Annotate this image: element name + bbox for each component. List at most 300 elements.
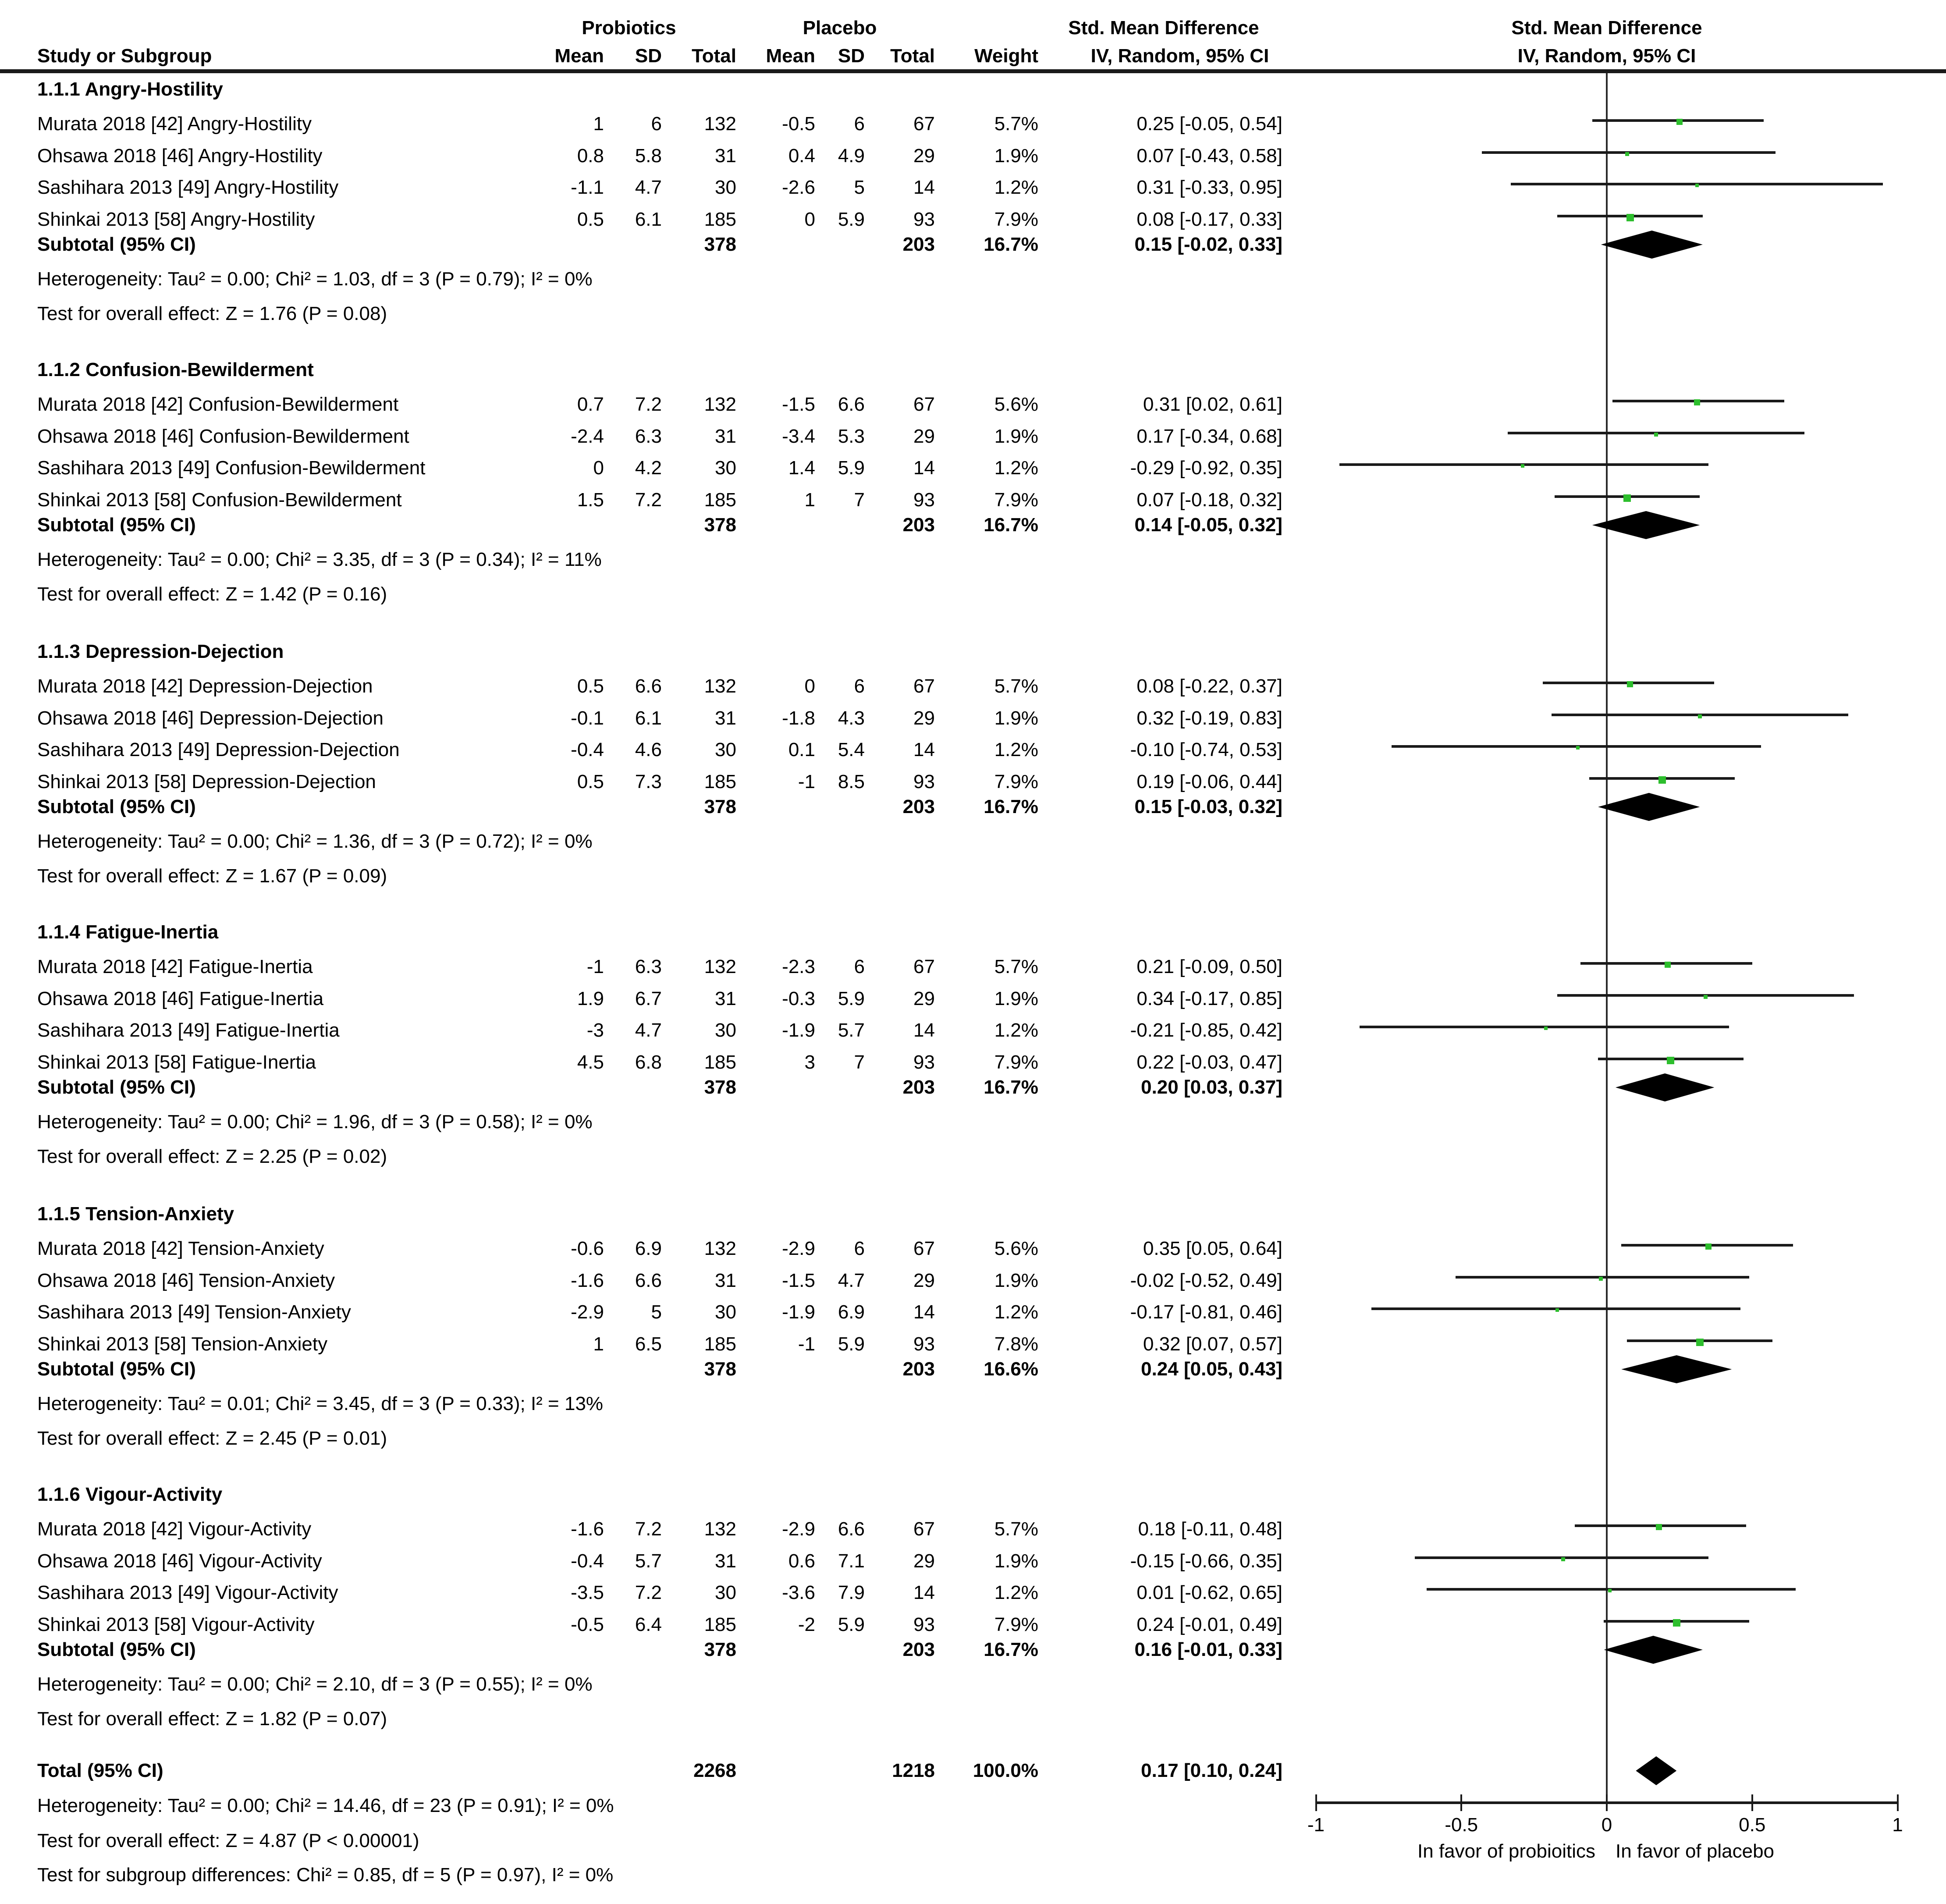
cell-total-placebo: 203 [902,1639,935,1660]
cell-weight: 1.2% [994,739,1038,760]
cell-mean-placebo: 0.6 [788,1550,815,1572]
cell-ci-text: 0.18 [-0.11, 0.48] [1138,1518,1282,1540]
cell-total-placebo: 93 [913,1051,935,1073]
cell-total-probiotics: 132 [704,394,736,415]
subtotal-row-label: Subtotal (95% CI) [37,796,196,817]
section-heading: 1.1.1 Angry-Hostility [37,78,223,100]
cell-mean-placebo: 0.1 [788,739,815,760]
study-row-label: Shinkai 2013 [58] Fatigue-Inertia [37,1051,316,1073]
cell-mean-probiotics: 0.7 [577,394,604,415]
study-row-label: Ohsawa 2018 [46] Vigour-Activity [37,1550,322,1572]
study-row-label: Murata 2018 [42] Confusion-Bewilderment [37,394,399,415]
cell-mean-placebo: -3.4 [782,426,815,447]
cell-mean-placebo: -1 [798,771,815,792]
cell-total-placebo: 67 [913,675,935,697]
cell-total-placebo: 203 [902,234,935,255]
cell-weight: 5.7% [994,1518,1038,1540]
cell-sd-placebo: 4.3 [838,707,865,729]
cell-ci-text: -0.15 [-0.66, 0.35] [1130,1550,1282,1572]
cell-total-probiotics: 30 [715,1019,736,1041]
cell-ci-text: 0.24 [0.05, 0.43] [1141,1358,1282,1380]
cell-mean-placebo: -0.5 [782,113,815,135]
study-row-label: Murata 2018 [42] Depression-Dejection [37,675,373,697]
cell-ci-text: 0.07 [-0.43, 0.58] [1136,145,1282,167]
cell-sd-placebo: 6 [854,675,865,697]
cell-total-placebo: 203 [902,514,935,536]
cell-mean-probiotics: -0.6 [571,1238,604,1259]
cell-sd-placebo: 5.9 [838,988,865,1009]
cell-mean-probiotics: 0.5 [577,771,604,792]
cell-total-probiotics: 132 [704,113,736,135]
section-heading: 1.1.6 Vigour-Activity [37,1484,223,1505]
cell-mean-probiotics: 1 [593,1333,604,1355]
cell-sd-probiotics: 4.2 [635,457,662,479]
cell-total-probiotics: 185 [704,1333,736,1355]
cell-weight: 7.9% [994,771,1038,792]
cell-total-placebo: 1218 [892,1760,935,1781]
cell-total-placebo: 14 [913,457,935,479]
cell-ci-text: 0.01 [-0.62, 0.65] [1136,1582,1282,1603]
overall-effect-text: Test for overall effect: Z = 2.25 (P = 0.02) [37,1146,387,1167]
cell-weight: 7.9% [994,1614,1038,1635]
cell-total-probiotics: 31 [715,145,736,167]
cell-total-probiotics: 185 [704,1614,736,1635]
axis-tick-label: -0.5 [1445,1814,1478,1836]
study-row-label: Shinkai 2013 [58] Vigour-Activity [37,1614,315,1635]
cell-mean-placebo: 0 [804,675,815,697]
cell-mean-placebo: -2.3 [782,956,815,977]
effect-marker [1695,184,1699,187]
cell-ci-text: 0.17 [0.10, 0.24] [1141,1760,1282,1781]
heterogeneity-text: Heterogeneity: Tau² = 0.00; Chi² = 3.35, df = 3 (P = 0.34); I² = 11% [37,549,602,570]
cell-sd-placebo: 7 [854,489,865,511]
cell-total-probiotics: 378 [704,1639,736,1660]
cell-mean-placebo: -2.6 [782,177,815,198]
cell-mean-placebo: -1.5 [782,394,815,415]
cell-mean-placebo: 1 [804,489,815,511]
axis-tick [1751,1794,1753,1811]
cell-total-probiotics: 30 [715,457,736,479]
subgroup-differences-text: Test for subgroup differences: Chi² = 0.85, df = 5 (P = 0.97), I² = 0% [37,1864,614,1886]
axis-tick-label: -1 [1307,1814,1325,1836]
study-row-label: Shinkai 2013 [58] Confusion-Bewilderment [37,489,402,511]
cell-sd-placebo: 7.9 [838,1582,865,1603]
effect-marker [1656,1524,1662,1530]
subtotal-row-label: Subtotal (95% CI) [37,514,196,536]
cell-sd-placebo: 8.5 [838,771,865,792]
cell-mean-placebo: -3.6 [782,1582,815,1603]
cell-total-placebo: 29 [913,426,935,447]
cell-total-placebo: 93 [913,1614,935,1635]
cell-sd-placebo: 5.4 [838,739,865,760]
cell-ci-text: 0.32 [0.07, 0.57] [1143,1333,1282,1355]
study-row-label: Ohsawa 2018 [46] Tension-Anxiety [37,1270,335,1291]
cell-weight: 5.6% [994,394,1038,415]
cell-sd-placebo: 4.7 [838,1270,865,1291]
cell-total-probiotics: 132 [704,1518,736,1540]
overall-effect-text: Test for overall effect: Z = 1.42 (P = 0.16) [37,583,387,605]
pooled-diamond [1621,1355,1732,1383]
sd-placebo-header: SD [838,45,865,67]
cell-total-placebo: 93 [913,1333,935,1355]
heterogeneity-text: Heterogeneity: Tau² = 0.00; Chi² = 1.03, df = 3 (P = 0.79); I² = 0% [37,268,593,290]
cell-sd-probiotics: 6.1 [635,209,662,230]
cell-mean-placebo: -1.9 [782,1301,815,1323]
cell-total-probiotics: 185 [704,209,736,230]
effect-marker [1698,714,1702,718]
cell-sd-placebo: 5.7 [838,1019,865,1041]
cell-total-probiotics: 30 [715,177,736,198]
cell-mean-placebo: 3 [804,1051,815,1073]
cell-ci-text: 0.25 [-0.05, 0.54] [1136,113,1282,135]
study-row-label: Shinkai 2013 [58] Angry-Hostility [37,209,315,230]
axis-tick [1606,1794,1608,1811]
cell-mean-probiotics: -0.1 [571,707,604,729]
smd-header-right: Std. Mean Difference [1511,17,1702,39]
cell-weight: 5.6% [994,1238,1038,1259]
cell-total-probiotics: 378 [704,514,736,536]
cell-mean-probiotics: -2.9 [571,1301,604,1323]
cell-sd-placebo: 5.9 [838,1614,865,1635]
cell-sd-placebo: 6 [854,1238,865,1259]
study-row-label: Murata 2018 [42] Angry-Hostility [37,113,312,135]
study-row-label: Shinkai 2013 [58] Depression-Dejection [37,771,376,792]
overall-effect-text: Test for overall effect: Z = 1.82 (P = 0.07) [37,1708,387,1730]
cell-total-placebo: 203 [902,1076,935,1098]
cell-total-placebo: 67 [913,1518,935,1540]
cell-weight: 1.9% [994,1270,1038,1291]
pooled-diamond [1604,1636,1703,1664]
cell-sd-probiotics: 6.6 [635,675,662,697]
cell-mean-placebo: -0.3 [782,988,815,1009]
effect-marker [1521,464,1524,468]
cell-ci-text: 0.31 [0.02, 0.61] [1143,394,1282,415]
cell-sd-placebo: 6.9 [838,1301,865,1323]
cell-mean-placebo: -1.8 [782,707,815,729]
cell-weight: 1.9% [994,988,1038,1009]
cell-ci-text: 0.24 [-0.01, 0.49] [1136,1614,1282,1635]
axis-tick [1897,1794,1899,1811]
effect-marker [1627,681,1633,687]
heterogeneity-text: Heterogeneity: Tau² = 0.00; Chi² = 1.96, df = 3 (P = 0.58); I² = 0% [37,1111,593,1133]
axis-tick [1460,1794,1462,1811]
cell-sd-placebo: 5.9 [838,457,865,479]
cell-sd-probiotics: 6.4 [635,1614,662,1635]
cell-sd-probiotics: 6.8 [635,1051,662,1073]
effect-marker [1623,494,1631,502]
cell-total-probiotics: 30 [715,1582,736,1603]
effect-marker [1654,433,1658,437]
cell-total-placebo: 93 [913,771,935,792]
study-row-label: Murata 2018 [42] Vigour-Activity [37,1518,312,1540]
sd-probiotics-header: SD [635,45,662,67]
cell-mean-placebo: -1 [798,1333,815,1355]
cell-weight: 1.2% [994,177,1038,198]
cell-weight: 7.9% [994,209,1038,230]
cell-total-placebo: 29 [913,1550,935,1572]
section-heading: 1.1.2 Confusion-Bewilderment [37,359,314,380]
zero-reference-line [1606,73,1608,1802]
pooled-diamond [1598,793,1700,821]
cell-ci-text: -0.29 [-0.92, 0.35] [1130,457,1282,479]
section-heading: 1.1.5 Tension-Anxiety [37,1203,234,1225]
axis-label-favor-probiotics: In favor of probioitics [1417,1840,1595,1862]
cell-ci-text: 0.31 [-0.33, 0.95] [1136,177,1282,198]
cell-ci-text: 0.14 [-0.05, 0.32] [1134,514,1282,536]
cell-total-placebo: 29 [913,145,935,167]
effect-marker [1599,1277,1603,1281]
cell-weight: 16.7% [984,234,1038,255]
mean-probiotics-header: Mean [554,45,604,67]
cell-sd-placebo: 5 [854,177,865,198]
cell-weight: 16.7% [984,514,1038,536]
cell-weight: 100.0% [973,1760,1038,1781]
iv-method-header-left: IV, Random, 95% CI [1090,45,1269,67]
cell-ci-text: 0.17 [-0.34, 0.68] [1136,426,1282,447]
cell-sd-probiotics: 4.7 [635,177,662,198]
section-heading: 1.1.4 Fatigue-Inertia [37,921,219,943]
cell-ci-text: 0.15 [-0.02, 0.33] [1134,234,1282,255]
axis-tick-label: 0.5 [1739,1814,1766,1836]
cell-total-placebo: 67 [913,956,935,977]
cell-sd-probiotics: 4.6 [635,739,662,760]
axis-label-favor-placebo: In favor of placebo [1616,1840,1775,1862]
cell-ci-text: 0.20 [0.03, 0.37] [1141,1076,1282,1098]
effect-marker [1676,119,1683,125]
heterogeneity-text: Heterogeneity: Tau² = 0.00; Chi² = 1.36, df = 3 (P = 0.72); I² = 0% [37,831,593,852]
effect-marker [1667,1057,1674,1064]
total-overall-effect-text: Test for overall effect: Z = 4.87 (P < 0.00001) [37,1830,419,1851]
cell-sd-probiotics: 6.5 [635,1333,662,1355]
effect-marker [1696,1339,1704,1346]
cell-total-placebo: 203 [902,796,935,817]
cell-mean-probiotics: 0 [593,457,604,479]
study-row-label: Sashihara 2013 [49] Depression-Dejection [37,739,400,760]
cell-sd-probiotics: 6.3 [635,426,662,447]
cell-mean-probiotics: 1 [593,113,604,135]
study-column-header: Study or Subgroup [37,45,212,67]
subtotal-row-label: Subtotal (95% CI) [37,1639,196,1660]
effect-marker [1625,152,1629,156]
cell-weight: 7.9% [994,1051,1038,1073]
cell-sd-probiotics: 6.1 [635,707,662,729]
cell-mean-probiotics: -3.5 [571,1582,604,1603]
cell-total-probiotics: 378 [704,1076,736,1098]
cell-mean-probiotics: 0.5 [577,675,604,697]
probiotics-group-header: Probiotics [582,17,676,39]
cell-total-probiotics: 31 [715,988,736,1009]
effect-marker [1576,746,1580,750]
cell-total-probiotics: 132 [704,956,736,977]
study-row-label: Sashihara 2013 [49] Tension-Anxiety [37,1301,351,1323]
effect-marker [1705,1243,1712,1250]
cell-ci-text: 0.16 [-0.01, 0.33] [1134,1639,1282,1660]
cell-total-placebo: 14 [913,1301,935,1323]
cell-weight: 1.9% [994,426,1038,447]
cell-mean-placebo: -2.9 [782,1238,815,1259]
cell-sd-probiotics: 6 [651,113,662,135]
cell-total-probiotics: 185 [704,771,736,792]
study-row-label: Sashihara 2013 [49] Fatigue-Inertia [37,1019,340,1041]
study-row-label: Sashihara 2013 [49] Vigour-Activity [37,1582,338,1603]
cell-total-placebo: 29 [913,707,935,729]
cell-ci-text: 0.34 [-0.17, 0.85] [1136,988,1282,1009]
study-row-label: Shinkai 2013 [58] Tension-Anxiety [37,1333,328,1355]
cell-sd-probiotics: 5.8 [635,145,662,167]
cell-ci-text: 0.21 [-0.09, 0.50] [1136,956,1282,977]
cell-total-placebo: 67 [913,1238,935,1259]
cell-ci-text: -0.17 [-0.81, 0.46] [1130,1301,1282,1323]
cell-ci-text: 0.07 [-0.18, 0.32] [1136,489,1282,511]
study-row-label: Ohsawa 2018 [46] Angry-Hostility [37,145,323,167]
cell-ci-text: 0.08 [-0.22, 0.37] [1136,675,1282,697]
cell-weight: 16.6% [984,1358,1038,1380]
section-heading: 1.1.3 Depression-Dejection [37,641,284,662]
total-placebo-header: Total [890,45,935,67]
cell-total-probiotics: 31 [715,426,736,447]
cell-weight: 1.2% [994,457,1038,479]
effect-marker [1608,1589,1612,1592]
iv-method-header-right: IV, Random, 95% CI [1517,45,1696,67]
cell-weight: 16.7% [984,1076,1038,1098]
effect-marker [1673,1619,1680,1627]
cell-total-placebo: 67 [913,394,935,415]
cell-ci-text: 0.35 [0.05, 0.64] [1143,1238,1282,1259]
study-row-label: Sashihara 2013 [49] Angry-Hostility [37,177,339,198]
cell-sd-probiotics: 6.6 [635,1270,662,1291]
cell-weight: 16.7% [984,1639,1038,1660]
cell-weight: 1.2% [994,1301,1038,1323]
cell-total-probiotics: 378 [704,796,736,817]
cell-total-placebo: 14 [913,739,935,760]
heterogeneity-text: Heterogeneity: Tau² = 0.00; Chi² = 2.10, df = 3 (P = 0.55); I² = 0% [37,1673,593,1695]
cell-sd-placebo: 6 [854,956,865,977]
cell-sd-placebo: 7 [854,1051,865,1073]
cell-ci-text: 0.15 [-0.03, 0.32] [1134,796,1282,817]
cell-total-placebo: 14 [913,177,935,198]
cell-sd-probiotics: 6.9 [635,1238,662,1259]
cell-sd-probiotics: 5.7 [635,1550,662,1572]
cell-total-placebo: 29 [913,988,935,1009]
heterogeneity-text: Heterogeneity: Tau² = 0.01; Chi² = 3.45, df = 3 (P = 0.33); I² = 13% [37,1393,604,1414]
cell-mean-placebo: 0.4 [788,145,815,167]
cell-total-probiotics: 31 [715,707,736,729]
cell-mean-placebo: -2 [798,1614,815,1635]
cell-total-placebo: 67 [913,113,935,135]
cell-sd-placebo: 5.3 [838,426,865,447]
cell-total-placebo: 29 [913,1270,935,1291]
cell-weight: 1.9% [994,145,1038,167]
cell-total-probiotics: 31 [715,1270,736,1291]
cell-mean-placebo: 1.4 [788,457,815,479]
cell-weight: 1.9% [994,707,1038,729]
overall-effect-text: Test for overall effect: Z = 1.67 (P = 0.09) [37,865,387,887]
pooled-diamond [1616,1073,1715,1101]
cell-total-probiotics: 30 [715,739,736,760]
cell-sd-probiotics: 7.2 [635,1518,662,1540]
cell-sd-placebo: 4.9 [838,145,865,167]
header-rule [0,69,1946,73]
mean-placebo-header: Mean [766,45,815,67]
study-row-label: Murata 2018 [42] Tension-Anxiety [37,1238,324,1259]
cell-mean-placebo: 0 [804,209,815,230]
cell-total-placebo: 14 [913,1582,935,1603]
cell-weight: 16.7% [984,796,1038,817]
cell-ci-text: -0.10 [-0.74, 0.53] [1130,739,1282,760]
subtotal-row-label: Subtotal (95% CI) [37,1076,196,1098]
pooled-diamond [1636,1756,1676,1785]
total-probiotics-header: Total [692,45,736,67]
cell-ci-text: 0.32 [-0.19, 0.83] [1136,707,1282,729]
cell-mean-probiotics: 0.5 [577,209,604,230]
cell-weight: 1.2% [994,1582,1038,1603]
subtotal-row-label: Subtotal (95% CI) [37,1358,196,1380]
total-heterogeneity-text: Heterogeneity: Tau² = 0.00; Chi² = 14.46, df = 23 (P = 0.91); I² = 0% [37,1795,614,1816]
cell-sd-probiotics: 6.3 [635,956,662,977]
cell-weight: 5.7% [994,956,1038,977]
cell-sd-probiotics: 4.7 [635,1019,662,1041]
cell-sd-placebo: 6.6 [838,394,865,415]
cell-mean-probiotics: -1.6 [571,1518,604,1540]
cell-total-probiotics: 378 [704,1358,736,1380]
cell-weight: 1.9% [994,1550,1038,1572]
cell-mean-placebo: -1.9 [782,1019,815,1041]
effect-marker [1555,1308,1559,1312]
cell-mean-probiotics: -3 [586,1019,604,1041]
cell-sd-probiotics: 7.2 [635,394,662,415]
cell-total-probiotics: 132 [704,1238,736,1259]
cell-total-probiotics: 185 [704,1051,736,1073]
cell-ci-text: 0.22 [-0.03, 0.47] [1136,1051,1282,1073]
study-row-label: Ohsawa 2018 [46] Fatigue-Inertia [37,988,324,1009]
effect-marker [1561,1557,1565,1561]
cell-weight: 7.9% [994,489,1038,511]
effect-marker [1694,399,1700,405]
effect-marker [1658,776,1666,784]
axis-tick [1315,1794,1317,1811]
cell-mean-probiotics: -2.4 [571,426,604,447]
total-row-label: Total (95% CI) [37,1760,163,1781]
overall-effect-text: Test for overall effect: Z = 1.76 (P = 0.08) [37,303,387,324]
cell-sd-placebo: 7.1 [838,1550,865,1572]
effect-marker [1704,995,1708,999]
cell-total-placebo: 14 [913,1019,935,1041]
cell-sd-probiotics: 7.3 [635,771,662,792]
cell-total-placebo: 203 [902,1358,935,1380]
overall-effect-text: Test for overall effect: Z = 2.45 (P = 0.01) [37,1428,387,1449]
cell-weight: 5.7% [994,675,1038,697]
cell-total-probiotics: 2268 [693,1760,736,1781]
cell-mean-placebo: -2.9 [782,1518,815,1540]
cell-sd-placebo: 5.9 [838,1333,865,1355]
cell-ci-text: -0.02 [-0.52, 0.49] [1130,1270,1282,1291]
cell-total-probiotics: 31 [715,1550,736,1572]
cell-mean-probiotics: 1.5 [577,489,604,511]
study-row-label: Ohsawa 2018 [46] Confusion-Bewilderment [37,426,409,447]
pooled-diamond [1592,511,1700,539]
cell-sd-probiotics: 7.2 [635,489,662,511]
pooled-diamond [1601,231,1703,259]
cell-sd-placebo: 6 [854,113,865,135]
effect-marker [1544,1027,1548,1030]
cell-total-probiotics: 378 [704,234,736,255]
cell-total-placebo: 93 [913,489,935,511]
cell-weight: 7.8% [994,1333,1038,1355]
study-row-label: Sashihara 2013 [49] Confusion-Bewilderment [37,457,426,479]
cell-total-probiotics: 30 [715,1301,736,1323]
cell-sd-placebo: 5.9 [838,209,865,230]
cell-sd-probiotics: 5 [651,1301,662,1323]
